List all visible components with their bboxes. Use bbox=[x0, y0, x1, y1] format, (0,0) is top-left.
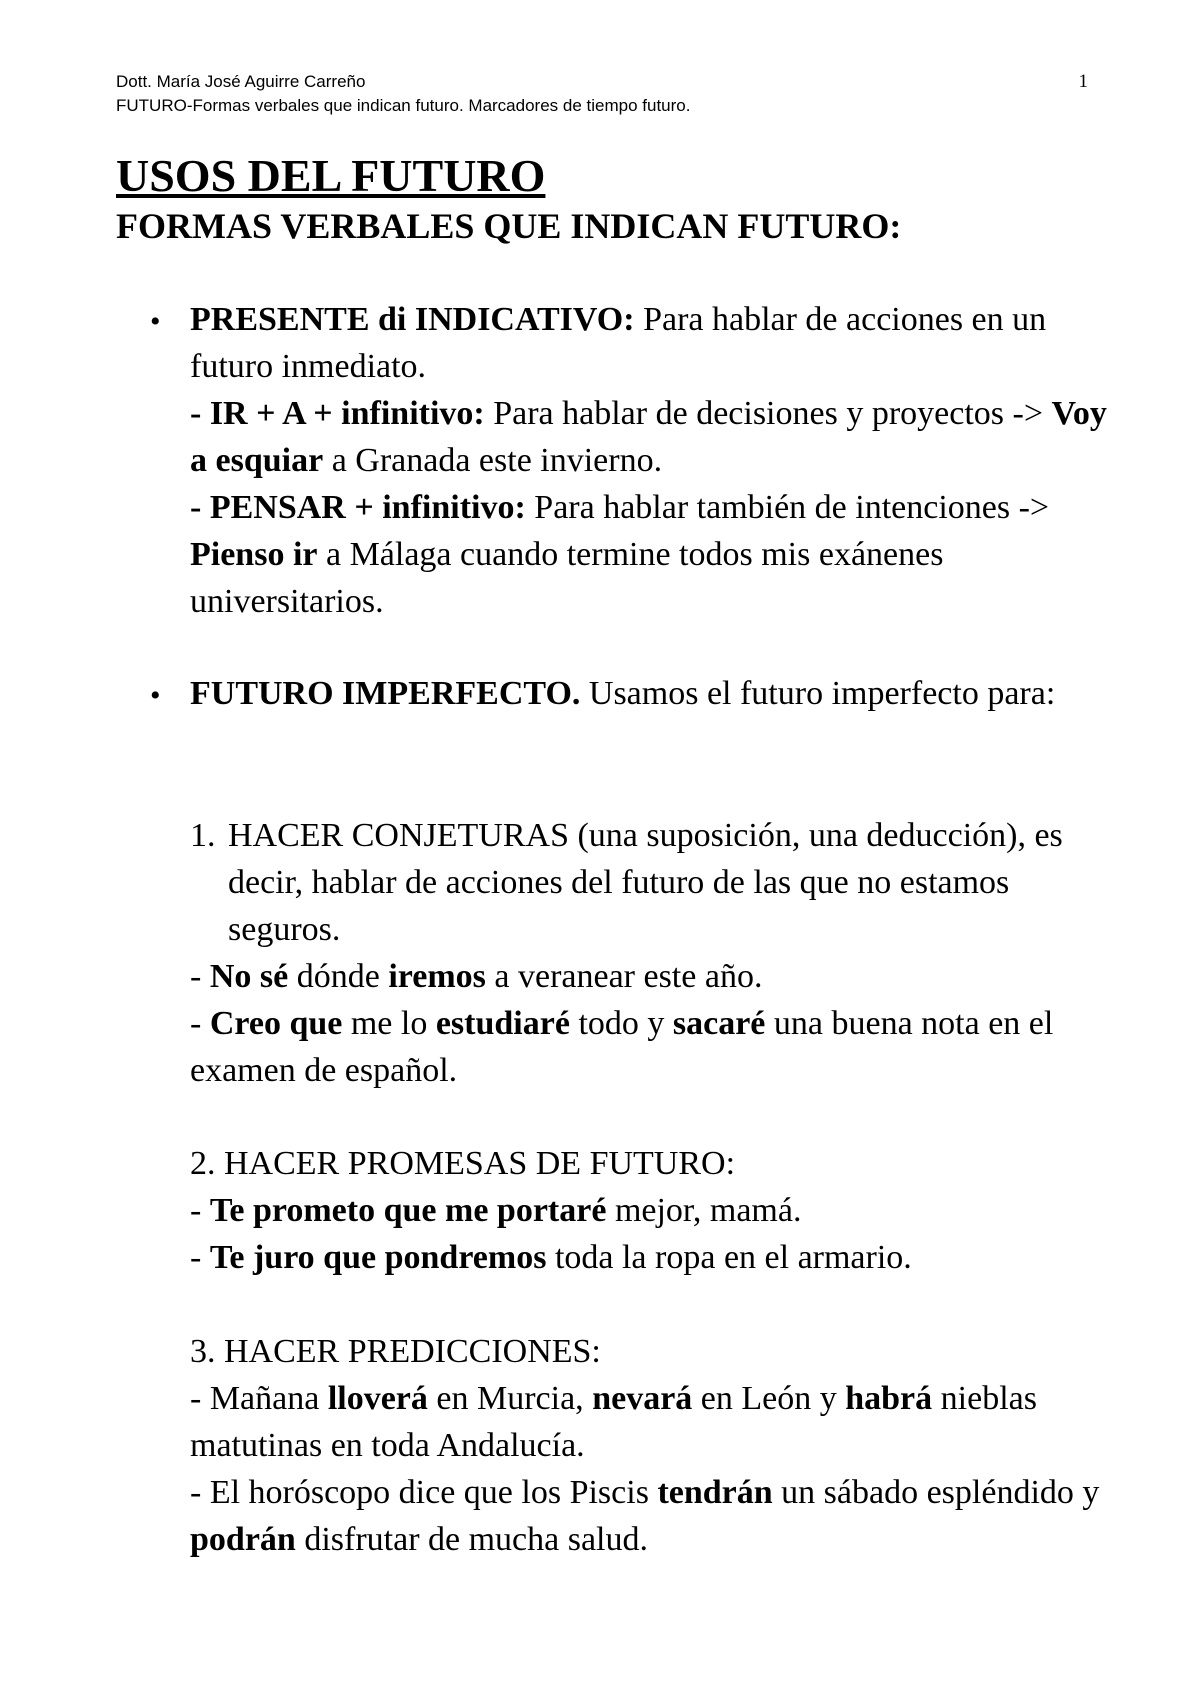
section-futuro-imperfecto: FUTURO IMPERFECTO. Usamos el futuro imperfecto para: bbox=[190, 675, 1056, 712]
list-number: 1. bbox=[190, 817, 216, 854]
example-line: - El horóscopo dice que los Piscis tendrán un sábado espléndido y podrán disfrutar de mucha salud. bbox=[190, 1474, 1100, 1558]
page-number: 1 bbox=[1078, 71, 1088, 92]
page-subtitle: FORMAS VERBALES QUE INDICAN FUTURO: bbox=[116, 206, 902, 246]
list-item-predicciones: 3. HACER PREDICCIONES: - Mañana lloverá en Murcia, nevará en León y habrá nieblas matutinas en toda Andalucía. - El horóscopo dice que los Piscis tendrán un sábado espléndido y podrán disfrutar de mucha salud. bbox=[190, 1328, 1110, 1563]
example-line: - No sé dónde iremos a veranear este año. bbox=[190, 958, 763, 995]
paragraph-ir-a: - IR + A + infinitivo: Para hablar de decisiones y proyectos -> Voy a esquiar a Granada este invierno. bbox=[190, 395, 1107, 479]
example-line: - Te prometo que me portaré mejor, mamá. bbox=[190, 1192, 802, 1229]
paragraph-presente: PRESENTE di INDICATIVO: Para hablar de acciones en un futuro inmediato. bbox=[190, 301, 1047, 385]
header-topic: FUTURO-Formas verbales que indican futuro. Marcadores de tiempo futuro. bbox=[116, 96, 691, 115]
bullet-icon: • bbox=[150, 679, 161, 712]
page-header bbox=[116, 70, 690, 118]
bullet-icon: • bbox=[150, 305, 161, 338]
example-line: - Te juro que pondremos toda la ropa en el armario. bbox=[190, 1239, 912, 1276]
section-presente bbox=[190, 296, 1110, 625]
examples-conjeturas bbox=[190, 953, 1110, 1094]
header-author: Dott. María José Aguirre Carreño bbox=[116, 72, 366, 91]
list-item-promesas: 2. HACER PROMESAS DE FUTURO: - Te prometo que me portaré mejor, mamá. - Te juro que pondremos toda la ropa en el armario. bbox=[190, 1140, 1110, 1281]
page-title: USOS DEL FUTURO bbox=[116, 150, 546, 201]
list-item-conjeturas: HACER CONJETURAS (una suposición, una deducción), es decir, hablar de acciones del futuro de las que no estamos seguros. bbox=[228, 817, 1063, 948]
paragraph-pensar: - PENSAR + infinitivo: Para hablar también de intenciones -> Pienso ir a Málaga cuando termine todos mis exánenes universitarios. bbox=[190, 489, 1050, 620]
example-line: - Creo que me lo estudiaré todo y sacaré una buena nota en el examen de español. bbox=[190, 1005, 1054, 1089]
example-line: - Mañana lloverá en Murcia, nevará en León y habrá nieblas matutinas en toda Andalucía. bbox=[190, 1380, 1037, 1464]
